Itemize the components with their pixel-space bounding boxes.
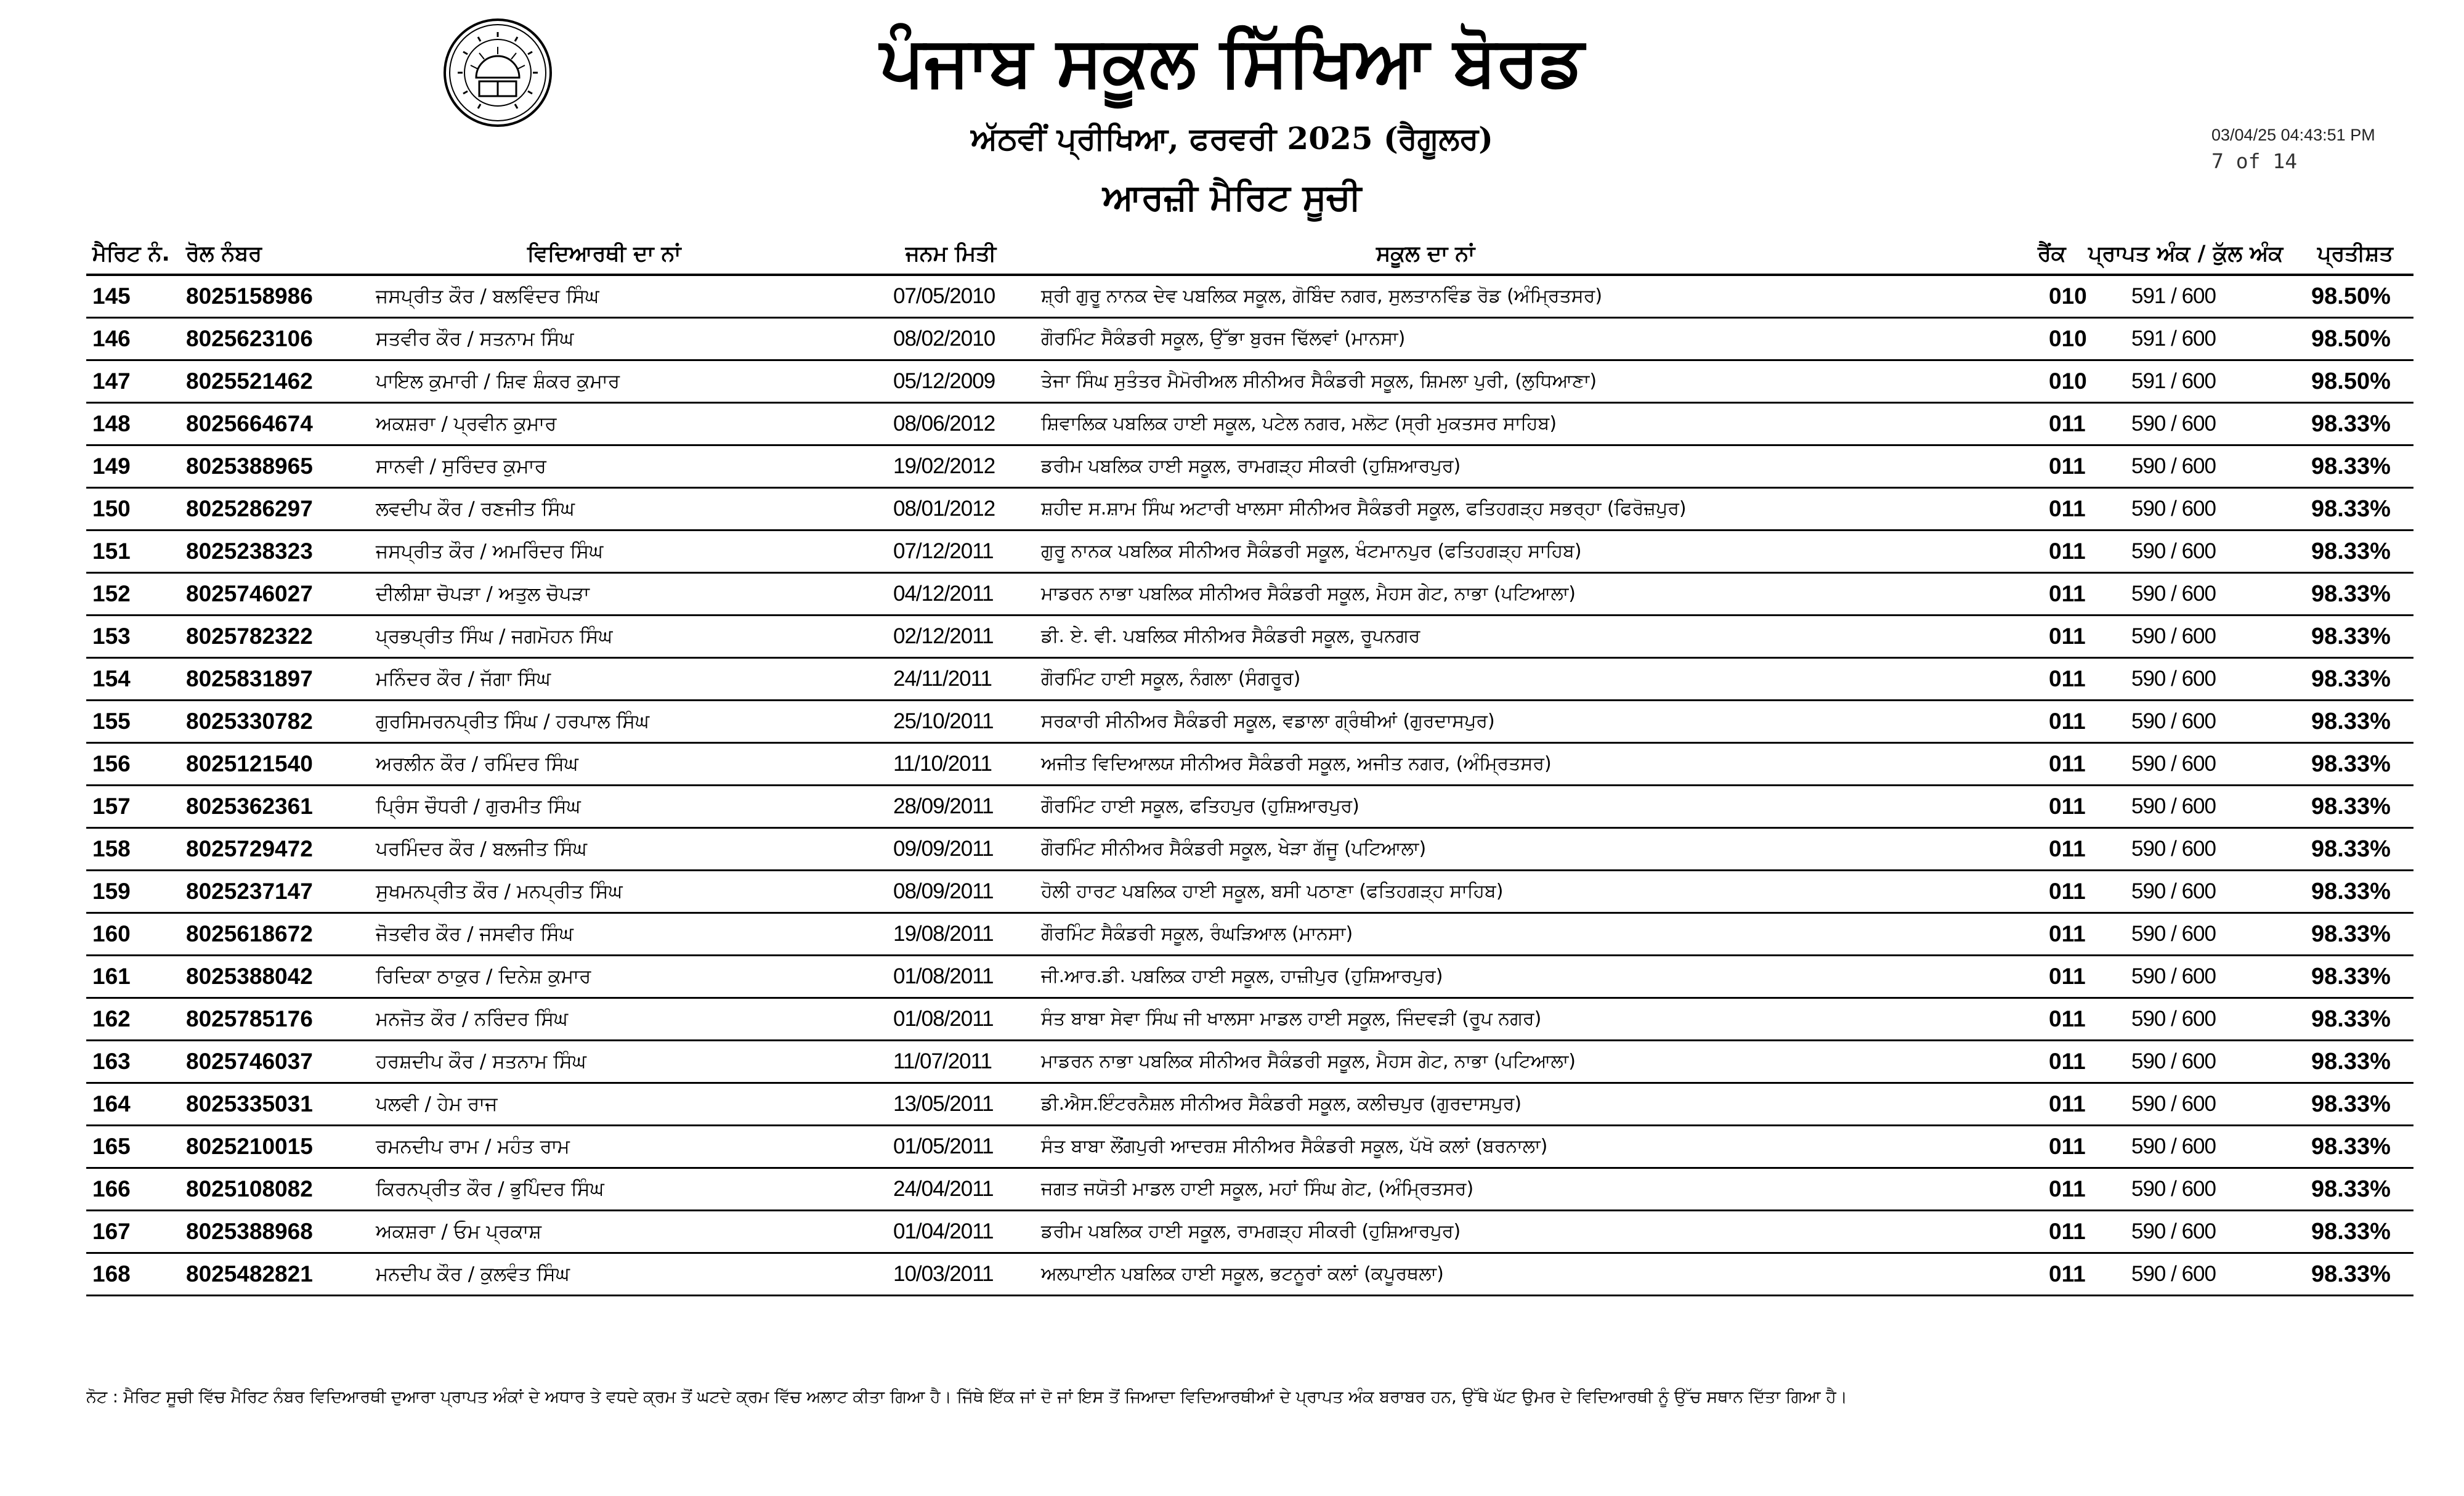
marks-obtained: 590 / 600 <box>2131 879 2216 903</box>
school-name: ਤੇਜਾ ਸਿੰਘ ਸੁਤੰਤਰ ਮੈਮੋਰੀਅਲ ਸੀਨੀਅਰ ਸੈਕੰਡਰੀ ਸਕੂਲ, ਸ਼ਿਮਲਾ ਪੁਰੀ, (ਲੁਧਿਆਣਾ) <box>1041 370 1597 392</box>
percentage: 98.50% <box>2311 368 2391 394</box>
rank: 011 <box>2049 496 2086 521</box>
rank: 011 <box>2049 411 2086 436</box>
date-of-birth: 13/05/2011 <box>893 1092 994 1116</box>
table-header <box>86 235 2413 276</box>
table-row <box>86 701 2413 744</box>
roll-number: 8025482821 <box>186 1261 313 1287</box>
roll-number: 8025238323 <box>186 539 313 564</box>
roll-number: 8025729472 <box>186 836 313 861</box>
table-body <box>86 276 2413 1296</box>
merit-number: 145 <box>92 283 131 309</box>
rank: 011 <box>2049 751 2086 776</box>
school-name: ਗੌਰਮਿੰਟ ਹਾਈ ਸਕੂਲ, ਨੰਗਲਾ (ਸੰਗਰੂਰ) <box>1041 668 1301 689</box>
percentage: 98.33% <box>2311 666 2391 692</box>
percentage: 98.33% <box>2311 709 2391 734</box>
percentage: 98.33% <box>2311 624 2391 649</box>
rank: 011 <box>2049 1261 2086 1287</box>
student-name: ਜਸਪ੍ਰੀਤ ਕੌਰ / ਬਲਵਿੰਦਰ ਸਿੰਘ <box>376 285 599 307</box>
roll-number: 8025623106 <box>186 326 313 351</box>
merit-number: 162 <box>92 1006 131 1031</box>
roll-number: 8025746027 <box>186 581 313 606</box>
student-name: ਸਾਨਵੀ / ਸੁਰਿੰਦਰ ਕੁਮਾਰ <box>376 455 546 478</box>
merit-number: 161 <box>92 964 131 989</box>
roll-number: 8025362361 <box>186 794 313 819</box>
student-name: ਜੋਤਵੀਰ ਕੌਰ / ਜਸਵੀਰ ਸਿੰਘ <box>376 923 573 945</box>
merit-table <box>86 235 2413 1296</box>
col-merit-header: ਮੈਰਿਟ ਨੰ. <box>92 242 170 266</box>
percentage: 98.33% <box>2311 1261 2391 1287</box>
table-row <box>86 531 2413 574</box>
percentage: 98.33% <box>2311 751 2391 777</box>
marks-obtained: 590 / 600 <box>2131 1092 2216 1116</box>
rank: 011 <box>2049 1134 2086 1159</box>
percentage: 98.33% <box>2311 1006 2391 1032</box>
student-name: ਰਮਨਦੀਪ ਰਾਮ / ਮਹੰਤ ਰਾਮ <box>376 1136 570 1158</box>
student-name: ਕਿਰਨਪ੍ਰੀਤ ਕੌਰ / ਭੁਪਿੰਦਰ ਸਿੰਘ <box>376 1178 604 1200</box>
rank: 010 <box>2049 283 2087 309</box>
rank: 011 <box>2049 453 2086 479</box>
marks-obtained: 590 / 600 <box>2131 412 2216 436</box>
student-name: ਗੁਰਸਿਮਰਨਪ੍ਰੀਤ ਸਿੰਘ / ਹਰਪਾਲ ਸਿੰਘ <box>376 710 650 733</box>
student-name: ਦੀਲੀਸ਼ਾ ਚੋਪੜਾ / ਅਤੁਲ ਚੋਪੜਾ <box>376 583 590 605</box>
date-of-birth: 08/01/2012 <box>893 497 995 521</box>
marks-obtained: 590 / 600 <box>2131 454 2216 478</box>
school-name: ਜੀ.ਆਰ.ਡੀ. ਪਬਲਿਕ ਹਾਈ ਸਕੂਲ, ਹਾਜ਼ੀਪੁਰ (ਹੁਸ਼ਿਆਰਪੁਰ) <box>1041 965 1443 987</box>
merit-number: 146 <box>92 326 131 351</box>
date-of-birth: 11/07/2011 <box>893 1049 992 1073</box>
school-name: ਡੀ.ਐਸ.ਇੰਟਰਨੈਸ਼ਲ ਸੀਨੀਅਰ ਸੈਕੰਡਰੀ ਸਕੂਲ, ਕਲੀਚਪੁਰ (ਗੁਰਦਾਸਪੁਰ) <box>1041 1093 1522 1115</box>
merit-number: 164 <box>92 1091 131 1116</box>
roll-number: 8025782322 <box>186 624 313 649</box>
rank: 011 <box>2049 1006 2086 1031</box>
date-of-birth: 25/10/2011 <box>893 709 994 733</box>
school-name: ਡਰੀਮ ਪਬਲਿਕ ਹਾਈ ਸਕੂਲ, ਰਾਮਗੜ੍ਹ ਸੀਕਰੀ (ਹੁਸ਼ਿਆਰਪੁਰ) <box>1041 1221 1461 1242</box>
table-row <box>86 361 2413 404</box>
student-name: ਰਿਦਿਕਾ ਠਾਕੁਰ / ਦਿਨੇਸ਼ ਕੁਮਾਰ <box>376 965 591 988</box>
marks-obtained: 590 / 600 <box>2131 964 2216 988</box>
rank: 011 <box>2049 964 2086 989</box>
student-name: ਜਸਪ੍ਰੀਤ ਕੌਰ / ਅਮਰਿੰਦਰ ਸਿੰਘ <box>376 540 604 563</box>
marks-obtained: 590 / 600 <box>2131 752 2216 776</box>
date-of-birth: 10/03/2011 <box>893 1262 994 1286</box>
marks-obtained: 590 / 600 <box>2131 1134 2216 1158</box>
table-row <box>86 829 2413 871</box>
table-row <box>86 446 2413 489</box>
roll-number: 8025831897 <box>186 666 313 691</box>
merit-number: 152 <box>92 581 131 606</box>
rank: 011 <box>2049 1219 2086 1244</box>
date-of-birth: 07/05/2010 <box>893 284 995 308</box>
date-of-birth: 08/02/2010 <box>893 327 995 351</box>
student-name: ਅਕਸ਼ਰਾ / ਪ੍ਰਵੀਨ ਕੁਮਾਰ <box>376 413 557 435</box>
footnote: ਨੋਟ : ਮੈਰਿਟ ਸੂਚੀ ਵਿੱਚ ਮੈਰਿਟ ਨੰਬਰ ਵਿਦਿਆਰਥੀ ਦੁਆਰਾ ਪ੍ਰਾਪਤ ਅੰਕਾਂ ਦੇ ਅਧਾਰ ਤੇ ਵਧਦੇ ਕ੍ਰਮ ਤੋਂ ਘਟਦੇ ਕ੍ਰਮ ਵਿੱਚ ਅਲਾਟ ਕੀਤਾ ਗਿਆ ਹੈ। ਜਿੱਥੇ ਇੱਕ ਜਾਂ ਦੋ ਜਾਂ ਇਸ ਤੋਂ ਜਿਆਦਾ ਵਿਦਿਆਰਥੀਆਂ ਦੇ ਪ੍ਰਾਪਤ ਅੰਕ ਬਰਾਬਰ ਹਨ, ਉੱਥੇ ਘੱਟ ਉਮਰ ਦੇ ਵਿਦਿਆਰਥੀ ਨੂੰ ਉੱਚ ਸਥਾਨ ਦਿੱਤਾ ਗਿਆ ਹੈ। <box>86 1388 1847 1407</box>
col-roll-header: ਰੋਲ ਨੰਬਰ <box>186 242 262 266</box>
merit-number: 155 <box>92 709 131 734</box>
school-name: ਗੌਰਮਿੰਟ ਸੈਕੰਡਰੀ ਸਕੂਲ, ਉੱਭਾ ਬੁਰਜ ਢਿੱਲਵਾਂ (ਮਾਨਸਾ) <box>1041 328 1406 349</box>
percentage: 98.33% <box>2311 411 2391 437</box>
roll-number: 8025330782 <box>186 709 313 734</box>
rank: 010 <box>2049 326 2087 351</box>
board-title: ਪੰਜਾਬ ਸਕੂਲ ਸਿੱਖਿਆ ਬੋਰਡ <box>880 21 1584 102</box>
date-of-birth: 07/12/2011 <box>893 539 994 563</box>
table-row <box>86 744 2413 786</box>
merit-number: 150 <box>92 496 131 521</box>
page-counter: 7 of 14 <box>2211 149 2298 173</box>
percentage: 98.50% <box>2311 326 2391 352</box>
percentage: 98.33% <box>2311 964 2391 990</box>
roll-number: 8025210015 <box>186 1134 313 1159</box>
school-name: ਮਾਡਰਨ ਨਾਭਾ ਪਬਲਿਕ ਸੀਨੀਅਰ ਸੈਕੰਡਰੀ ਸਕੂਲ, ਮੈਹਸ ਗੇਟ, ਨਾਭਾ (ਪਟਿਆਲਾ) <box>1041 1051 1576 1072</box>
table-row <box>86 786 2413 829</box>
exam-subtitle: ਅੱਠਵੀਂ ਪ੍ਰੀਖਿਆ, ਫਰਵਰੀ 2025 (ਰੈਗੂਲਰ) <box>971 120 1493 157</box>
col-name-header: ਵਿਦਿਆਰਥੀ ਦਾ ਨਾਂ <box>527 242 681 266</box>
percentage: 98.33% <box>2311 453 2391 479</box>
student-name: ਅਰਲੀਨ ਕੌਰ / ਰਮਿੰਦਰ ਸਿੰਘ <box>376 753 578 775</box>
merit-number: 153 <box>92 624 131 649</box>
marks-obtained: 591 / 600 <box>2131 284 2216 308</box>
date-of-birth: 01/05/2011 <box>893 1134 994 1158</box>
roll-number: 8025388968 <box>186 1219 313 1244</box>
school-name: ਹੋਲੀ ਹਾਰਟ ਪਬਲਿਕ ਹਾਈ ਸਕੂਲ, ਬਸੀ ਪਠਾਣਾ (ਫਤਿਹਗੜ੍ਹ ਸਾਹਿਬ) <box>1041 880 1504 902</box>
table-row <box>86 1041 2413 1084</box>
roll-number: 8025618672 <box>186 921 313 946</box>
percentage: 98.33% <box>2311 496 2391 522</box>
school-name: ਸ਼ਿਵਾਲਿਕ ਪਬਲਿਕ ਹਾਈ ਸਕੂਲ, ਪਟੇਲ ਨਗਰ, ਮਲੋਟ (ਸ੍ਰੀ ਮੁਕਤਸਰ ਸਾਹਿਬ) <box>1041 413 1557 434</box>
school-name: ਮਾਡਰਨ ਨਾਭਾ ਪਬਲਿਕ ਸੀਨੀਅਰ ਸੈਕੰਡਰੀ ਸਕੂਲ, ਮੈਹਸ ਗੇਟ, ਨਾਭਾ (ਪਟਿਆਲਾ) <box>1041 583 1576 604</box>
table-row <box>86 489 2413 531</box>
roll-number: 8025388965 <box>186 453 313 479</box>
percentage: 98.33% <box>2311 1176 2391 1202</box>
merit-number: 160 <box>92 921 131 946</box>
roll-number: 8025785176 <box>186 1006 313 1031</box>
school-name: ਜਗਤ ਜਯੋਤੀ ਮਾਡਲ ਹਾਈ ਸਕੂਲ, ਮਹਾਂ ਸਿੰਘ ਗੇਟ, (ਅੰਮ੍ਰਿਤਸਰ) <box>1041 1178 1474 1200</box>
marks-obtained: 591 / 600 <box>2131 327 2216 351</box>
date-of-birth: 24/11/2011 <box>893 667 992 691</box>
date-of-birth: 04/12/2011 <box>893 582 994 606</box>
table-row <box>86 574 2413 616</box>
table-row <box>86 956 2413 999</box>
merit-number: 159 <box>92 879 131 904</box>
roll-number: 8025237147 <box>186 879 313 904</box>
school-name: ਸ਼੍ਰੀ ਗੁਰੂ ਨਾਨਕ ਦੇਵ ਪਬਲਿਕ ਸਕੂਲ, ਗੋਬਿੰਦ ਨਗਰ, ਸੁਲਤਾਨਵਿੰਡ ਰੋਡ (ਅੰਮ੍ਰਿਤਸਰ) <box>1041 285 1603 307</box>
school-name: ਸੰਤ ਬਾਬਾ ਲੌਂਗਪੁਰੀ ਆਦਰਸ਼ ਸੀਨੀਅਰ ਸੈਕੰਡਰੀ ਸਕੂਲ, ਪੱਖੋ ਕਲਾਂ (ਬਰਨਾਲਾ) <box>1041 1136 1548 1157</box>
merit-number: 156 <box>92 751 131 776</box>
percentage: 98.33% <box>2311 1049 2391 1075</box>
merit-number: 147 <box>92 368 131 394</box>
table-row <box>86 616 2413 659</box>
school-name: ਗੁਰੂ ਨਾਨਕ ਪਬਲਿਕ ਸੀਨੀਅਰ ਸੈਕੰਡਰੀ ਸਕੂਲ, ਖੰਟਮਾਨਪੁਰ (ਫਤਿਹਗੜ੍ਹ ਸਾਹਿਬ) <box>1041 540 1582 562</box>
marks-obtained: 590 / 600 <box>2131 837 2216 861</box>
student-name: ਪ੍ਰਿੰਸ ਚੌਧਰੀ / ਗੁਰਮੀਤ ਸਿੰਘ <box>376 795 581 818</box>
percentage: 98.33% <box>2311 539 2391 564</box>
marks-obtained: 590 / 600 <box>2131 582 2216 606</box>
merit-number: 151 <box>92 539 131 564</box>
student-name: ਮਨਦੀਪ ਕੌਰ / ਕੁਲਵੰਤ ਸਿੰਘ <box>376 1263 570 1285</box>
merit-number: 158 <box>92 836 131 861</box>
marks-obtained: 590 / 600 <box>2131 709 2216 733</box>
percentage: 98.33% <box>2311 921 2391 947</box>
school-name: ਗੌਰਮਿੰਟ ਸੈਕੰਡਰੀ ਸਕੂਲ, ਰੰਘੜਿਆਲ (ਮਾਨਸਾ) <box>1041 923 1353 945</box>
marks-obtained: 590 / 600 <box>2131 497 2216 521</box>
percentage: 98.33% <box>2311 1134 2391 1160</box>
date-of-birth: 08/06/2012 <box>893 412 995 436</box>
date-of-birth: 01/08/2011 <box>893 964 994 988</box>
col-percentage-header: ਪ੍ਰਤੀਸ਼ਤ <box>2317 242 2393 266</box>
merit-number: 154 <box>92 666 131 691</box>
rank: 011 <box>2049 624 2086 649</box>
student-name: ਅਕਸ਼ਰਾ / ਓਮ ਪ੍ਰਕਾਸ਼ <box>376 1221 542 1243</box>
rank: 011 <box>2049 709 2086 734</box>
merit-number: 167 <box>92 1219 131 1244</box>
table-row <box>86 404 2413 446</box>
school-name: ਅਲਪਾਈਨ ਪਬਲਿਕ ਹਾਈ ਸਕੂਲ, ਭਟਨੂਰਾਂ ਕਲਾਂ (ਕਪੂਰਥਲਾ) <box>1041 1263 1444 1285</box>
date-of-birth: 09/09/2011 <box>893 837 994 861</box>
rank: 011 <box>2049 1176 2086 1201</box>
date-of-birth: 28/09/2011 <box>893 794 994 818</box>
roll-number: 8025664674 <box>186 411 313 436</box>
date-of-birth: 24/04/2011 <box>893 1177 994 1201</box>
rank: 011 <box>2049 666 2086 691</box>
rank: 011 <box>2049 1091 2086 1116</box>
marks-obtained: 590 / 600 <box>2131 624 2216 648</box>
marks-obtained: 590 / 600 <box>2131 1049 2216 1073</box>
table-row <box>86 1169 2413 1211</box>
table-row <box>86 914 2413 956</box>
percentage: 98.33% <box>2311 1091 2391 1117</box>
date-of-birth: 02/12/2011 <box>893 624 994 648</box>
table-row <box>86 659 2413 701</box>
rank: 011 <box>2049 836 2086 861</box>
roll-number: 8025746037 <box>186 1049 313 1074</box>
table-row <box>86 319 2413 361</box>
table-row <box>86 1126 2413 1169</box>
merit-number: 165 <box>92 1134 131 1159</box>
table-row <box>86 871 2413 914</box>
merit-number: 157 <box>92 794 131 819</box>
student-name: ਹਰਸ਼ਦੀਪ ਕੌਰ / ਸਤਨਾਮ ਸਿੰਘ <box>376 1051 586 1073</box>
marks-obtained: 590 / 600 <box>2131 1262 2216 1286</box>
student-name: ਪਲਵੀ / ਹੇਮ ਰਾਜ <box>376 1093 498 1115</box>
date-of-birth: 11/10/2011 <box>893 752 992 776</box>
student-name: ਲਵਦੀਪ ਕੌਰ / ਰਣਜੀਤ ਸਿੰਘ <box>376 498 575 520</box>
col-school-header: ਸਕੂਲ ਦਾ ਨਾਂ <box>1376 242 1475 266</box>
percentage: 98.33% <box>2311 581 2391 607</box>
table-row <box>86 999 2413 1041</box>
rank: 011 <box>2049 581 2086 606</box>
list-heading: ਆਰਜ਼ੀ ਮੈਰਿਟ ਸੂਚੀ <box>1103 176 1361 218</box>
roll-number: 8025121540 <box>186 751 313 776</box>
roll-number: 8025286297 <box>186 496 313 521</box>
merit-number: 168 <box>92 1261 131 1287</box>
rank: 010 <box>2049 368 2087 394</box>
merit-number: 163 <box>92 1049 131 1074</box>
date-of-birth: 01/04/2011 <box>893 1219 994 1243</box>
date-of-birth: 19/02/2012 <box>893 454 995 478</box>
col-marks-header: ਪ੍ਰਾਪਤ ਅੰਕ / ਕੁੱਲ ਅੰਕ <box>2088 242 2284 266</box>
merit-number: 148 <box>92 411 131 436</box>
date-of-birth: 01/08/2011 <box>893 1007 994 1031</box>
roll-number: 8025108082 <box>186 1176 313 1201</box>
student-name: ਪਾਇਲ ਕੁਮਾਰੀ / ਸ਼ਿਵ ਸ਼ੰਕਰ ਕੁਮਾਰ <box>376 370 620 392</box>
school-name: ਸੰਤ ਬਾਬਾ ਸੇਵਾ ਸਿੰਘ ਜੀ ਖਾਲਸਾ ਮਾਡਲ ਹਾਈ ਸਕੂਲ, ਜਿੰਦਵੜੀ (ਰੂਪ ਨਗਰ) <box>1041 1008 1542 1030</box>
school-name: ਸਰਕਾਰੀ ਸੀਨੀਅਰ ਸੈਕੰਡਰੀ ਸਕੂਲ, ਵਡਾਲਾ ਗ੍ਰੰਥੀਆਂ (ਗੁਰਦਾਸਪੁਰ) <box>1041 710 1495 732</box>
percentage: 98.33% <box>2311 1219 2391 1245</box>
table-row <box>86 1084 2413 1126</box>
school-name: ਡੀ. ਏ. ਵੀ. ਪਬਲਿਕ ਸੀਨੀਅਰ ਸੈਕੰਡਰੀ ਸਕੂਲ, ਰੂਪਨਗਰ <box>1041 625 1420 647</box>
school-name: ਅਜੀਤ ਵਿਦਿਆਲਯ ਸੀਨੀਅਰ ਸੈਕੰਡਰੀ ਸਕੂਲ, ਅਜੀਤ ਨਗਰ, (ਅੰਮ੍ਰਿਤਸਰ) <box>1041 753 1552 774</box>
rank: 011 <box>2049 539 2086 564</box>
student-name: ਪਰਮਿੰਦਰ ਕੌਰ / ਬਲਜੀਤ ਸਿੰਘ <box>376 838 587 860</box>
print-timestamp: 03/04/25 04:43:51 PM <box>2211 126 2375 144</box>
student-name: ਸਤਵੀਰ ਕੌਰ / ਸਤਨਾਮ ਸਿੰਘ <box>376 328 574 350</box>
date-of-birth: 19/08/2011 <box>893 922 994 946</box>
marks-obtained: 590 / 600 <box>2131 1219 2216 1243</box>
date-of-birth: 05/12/2009 <box>893 369 995 393</box>
school-name: ਗੌਰਮਿੰਟ ਹਾਈ ਸਕੂਲ, ਫਤਿਹਪੁਰ (ਹੁਸ਼ਿਆਰਪੁਰ) <box>1041 795 1360 817</box>
roll-number: 8025521462 <box>186 368 313 394</box>
marks-obtained: 590 / 600 <box>2131 667 2216 691</box>
marks-obtained: 590 / 600 <box>2131 1007 2216 1031</box>
percentage: 98.33% <box>2311 836 2391 862</box>
roll-number: 8025388042 <box>186 964 313 989</box>
col-dob-header: ਜਨਮ ਮਿਤੀ <box>906 242 997 266</box>
table-row <box>86 1254 2413 1296</box>
marks-obtained: 590 / 600 <box>2131 922 2216 946</box>
percentage: 98.33% <box>2311 794 2391 819</box>
marks-obtained: 590 / 600 <box>2131 1177 2216 1201</box>
table-row <box>86 1211 2413 1254</box>
rank: 011 <box>2049 879 2086 904</box>
percentage: 98.50% <box>2311 283 2391 309</box>
marks-obtained: 590 / 600 <box>2131 794 2216 818</box>
roll-number: 8025158986 <box>186 283 313 309</box>
school-name: ਡਰੀਮ ਪਬਲਿਕ ਹਾਈ ਸਕੂਲ, ਰਾਮਗੜ੍ਹ ਸੀਕਰੀ (ਹੁਸ਼ਿਆਰਪੁਰ) <box>1041 455 1461 477</box>
rank: 011 <box>2049 1049 2086 1074</box>
rank: 011 <box>2049 794 2086 819</box>
marks-obtained: 590 / 600 <box>2131 539 2216 563</box>
percentage: 98.33% <box>2311 879 2391 905</box>
date-of-birth: 08/09/2011 <box>893 879 994 903</box>
table-row <box>86 276 2413 319</box>
merit-number: 149 <box>92 453 131 479</box>
marks-obtained: 591 / 600 <box>2131 369 2216 393</box>
rank: 011 <box>2049 921 2086 946</box>
school-name: ਸ਼ਹੀਦ ਸ.ਸ਼ਾਮ ਸਿੰਘ ਅਟਾਰੀ ਖਾਲਸਾ ਸੀਨੀਅਰ ਸੈਕੰਡਰੀ ਸਕੂਲ, ਫਤਿਹਗੜ੍ਹ ਸਭਰ੍ਹਾ (ਫਿਰੋਜ਼ਪੁਰ) <box>1041 498 1687 519</box>
school-name: ਗੌਰਮਿੰਟ ਸੀਨੀਅਰ ਸੈਕੰਡਰੀ ਸਕੂਲ, ਖੇੜਾ ਗੱਜੂ (ਪਟਿਆਲਾ) <box>1041 838 1427 860</box>
merit-number: 166 <box>92 1176 131 1201</box>
student-name: ਸੁਖਮਨਪ੍ਰੀਤ ਕੌਰ / ਮਨਪ੍ਰੀਤ ਸਿੰਘ <box>376 880 623 903</box>
roll-number: 8025335031 <box>186 1091 313 1116</box>
student-name: ਮਨਜੋਤ ਕੌਰ / ਨਰਿੰਦਰ ਸਿੰਘ <box>376 1008 569 1030</box>
student-name: ਮਨਿੰਦਰ ਕੌਰ / ਜੱਗਾ ਸਿੰਘ <box>376 668 551 690</box>
col-rank-header: ਰੈਂਕ <box>2038 242 2066 266</box>
student-name: ਪ੍ਰਭਪ੍ਰੀਤ ਸਿੰਘ / ਜਗਮੋਹਨ ਸਿੰਘ <box>376 625 613 648</box>
